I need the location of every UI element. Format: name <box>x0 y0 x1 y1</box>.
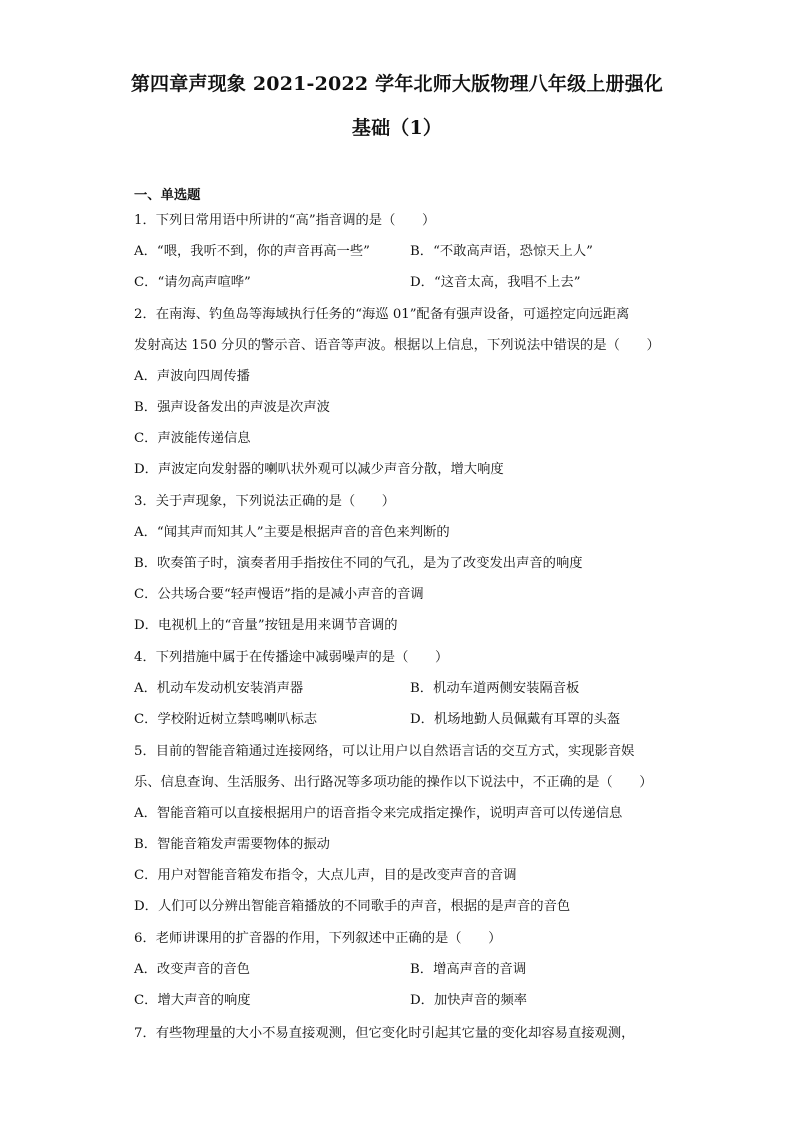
q3-option-d: D．电视机上的“音量”按钮是用来调节音调的 <box>134 618 398 633</box>
q4-option-d: D．机场地勤人员佩戴有耳罩的头盔 <box>410 712 621 727</box>
q4-option-a: A．机动车发动机安装消声器 <box>134 681 304 696</box>
section-heading: 一、单选题 <box>134 188 201 203</box>
q3-stem: 3．关于声现象，下列说法正确的是（ ） <box>134 494 396 509</box>
q1-option-b: B．“不敢高声语，恐惊天上人” <box>410 244 593 259</box>
q2-stem-line1: 2．在南海、钓鱼岛等海域执行任务的“海巡 01”配备有强声设备，可遥控定向远距离 <box>134 307 630 322</box>
q3-option-b: B．吹奏笛子时，演奏者用手指按住不同的气孔，是为了改变发出声音的响度 <box>134 556 583 571</box>
q2-option-d: D．声波定向发射器的喇叭状外观可以减少声音分散，增大响度 <box>134 462 504 477</box>
q6-option-c: C．增大声音的响度 <box>134 993 251 1008</box>
q7-stem-line1: 7．有些物理量的大小不易直接观测，但它变化时引起其它量的变化却容易直接观测， <box>134 1026 635 1041</box>
document-title-line2: 基础（1） <box>351 117 443 139</box>
q5-option-d: D．人们可以分辨出智能音箱播放的不同歌手的声音，根据的是声音的音色 <box>134 899 571 914</box>
q6-stem: 6．老师讲课用的扩音器的作用，下列叙述中正确的是（ ） <box>134 931 502 946</box>
q5-option-c: C．用户对智能音箱发布指令，大点儿声，目的是改变声音的音调 <box>134 868 517 883</box>
q2-option-a: A．声波向四周传播 <box>134 369 250 384</box>
q5-option-b: B．智能音箱发声需要物体的振动 <box>134 837 330 852</box>
q5-stem-line1: 5．目前的智能音箱通过连接网络，可以让用户以自然语言话的交互方式，实现影音娱 <box>134 744 635 759</box>
q2-option-c: C．声波能传递信息 <box>134 431 251 446</box>
q5-stem-line2: 乐、信息查询、生活服务、出行路况等多项功能的操作以下说法中，不正确的是（ ） <box>134 775 653 790</box>
q1-option-d: D．“这音太高，我唱不上去” <box>410 275 581 290</box>
q6-option-d: D．加快声音的频率 <box>410 993 528 1008</box>
document-title-line1: 第四章声现象 2021-2022 学年北师大版物理八年级上册强化 <box>130 73 664 95</box>
q1-option-c: C．“请勿高声喧哗” <box>134 275 251 290</box>
q3-option-a: A．“闻其声而知其人”主要是根据声音的音色来判断的 <box>134 525 450 540</box>
q5-option-a: A．智能音箱可以直接根据用户的语音指令来完成指定操作，说明声音可以传递信息 <box>134 806 623 821</box>
q1-option-a: A．“喂，我听不到，你的声音再高一些” <box>134 244 370 259</box>
q4-option-b: B．机动车道两侧安装隔音板 <box>410 681 580 696</box>
q2-stem-line2: 发射高达 150 分贝的警示音、语音等声波。根据以上信息，下列说法中错误的是（ ） <box>134 338 660 353</box>
q6-option-b: B．增高声音的音调 <box>410 962 527 977</box>
q2-option-b: B．强声设备发出的声波是次声波 <box>134 400 330 415</box>
q1-stem: 1．下列日常用语中所讲的“高”指音调的是（ ） <box>134 213 436 228</box>
q4-stem: 4．下列措施中属于在传播途中减弱噪声的是（ ） <box>134 650 449 665</box>
q6-option-a: A．改变声音的音色 <box>134 962 250 977</box>
q3-option-c: C．公共场合要“轻声慢语”指的是减小声音的音调 <box>134 587 424 602</box>
q4-option-c: C．学校附近树立禁鸣喇叭标志 <box>134 712 318 727</box>
